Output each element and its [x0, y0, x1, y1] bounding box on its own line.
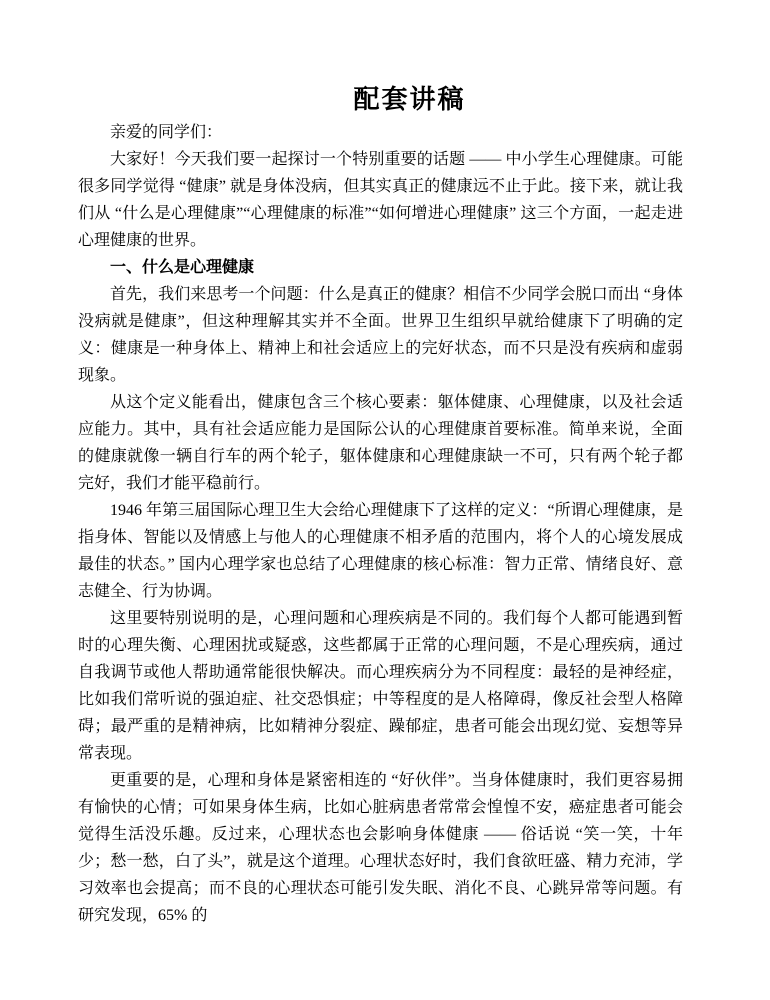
- paragraph-who-definition: 首先，我们来思考一个问题：什么是真正的健康？相信不少同学会脱口而出 “身体没病就是健康”，但这种理解其实并不全面。世界卫生组织早就给健康下了明确的定义：健康是一种身体上、精神上和社会适应上的完好状态，而不只是没有疾病和虚弱现象。: [78, 286, 683, 384]
- paragraph-problem-vs-illness: 这里要特别说明的是，心理问题和心理疾病是不同的。我们每个人都可能遇到暂时的心理失衡、心理困扰或疑惑，这些都属于正常的心理问题，不是心理疾病，通过自我调节或他人帮助通常能很快解决。而心理疾病分为不同程度：最轻的是神经症，比如我们常听说的强迫症、社交恐惧症；中等程度的是人格障碍，像反社会型人格障碍；最严重的是精神病，比如精神分裂症、躁郁症，患者可能会出现幻觉、妄想等异常表现。: [78, 610, 683, 762]
- paragraph-intro: 大家好！今天我们要一起探讨一个特别重要的话题 —— 中小学生心理健康。可能很多同学觉得 “健康” 就是身体没病，但其实真正的健康远不止于此。接下来，就让我们从 “什么是心理健康”“心理健康的标准”“如何增进心理健康” 这三个方面，一起走进心理健康的世界。: [78, 151, 683, 249]
- document-content: [78, 80, 683, 929]
- section-heading-what-is-mental-health: 一、什么是心理健康: [110, 259, 255, 276]
- paragraph-1946-definition: 1946 年第三届国际心理卫生大会给心理健康下了这样的定义：“所谓心理健康，是指身体、智能以及情感上与他人的心理健康不相矛盾的范围内，将个人的心境发展成最佳的状态。” 国内心理学家也总结了心理健康的核心标准：智力正常、情绪良好、意志健全、行为协调。: [78, 502, 683, 600]
- document-title: 配套讲稿: [353, 85, 466, 114]
- paragraph-mind-body-connection: 更重要的是，心理和身体是紧密相连的 “好伙伴”。当身体健康时，我们更容易拥有愉快的心情；可如果身体生病，比如心脏病患者常常会惶惶不安，癌症患者可能会觉得生活没乐趣。反过来，心理状态也会影响身体健康 —— 俗话说 “笑一笑，十年少；愁一愁，白了头”，就是这个道理。心理状态好时，我们食欲旺盛、精力充沛，学习效率也会提高；而不良的心理状态可能引发失眠、消化不良、心跳异常等问题。有研究发现，65% 的: [78, 772, 683, 924]
- paragraph-salutation: 亲爱的同学们：: [110, 124, 223, 141]
- paragraph-three-core-elements: 从这个定义能看出，健康包含三个核心要素：躯体健康、心理健康，以及社会适应能力。其中，具有社会适应能力是国际公认的心理健康首要标准。简单来说，全面的健康就像一辆自行车的两个轮子，躯体健康和心理健康缺一不可，只有两个轮子都完好，我们才能平稳前行。: [78, 394, 683, 492]
